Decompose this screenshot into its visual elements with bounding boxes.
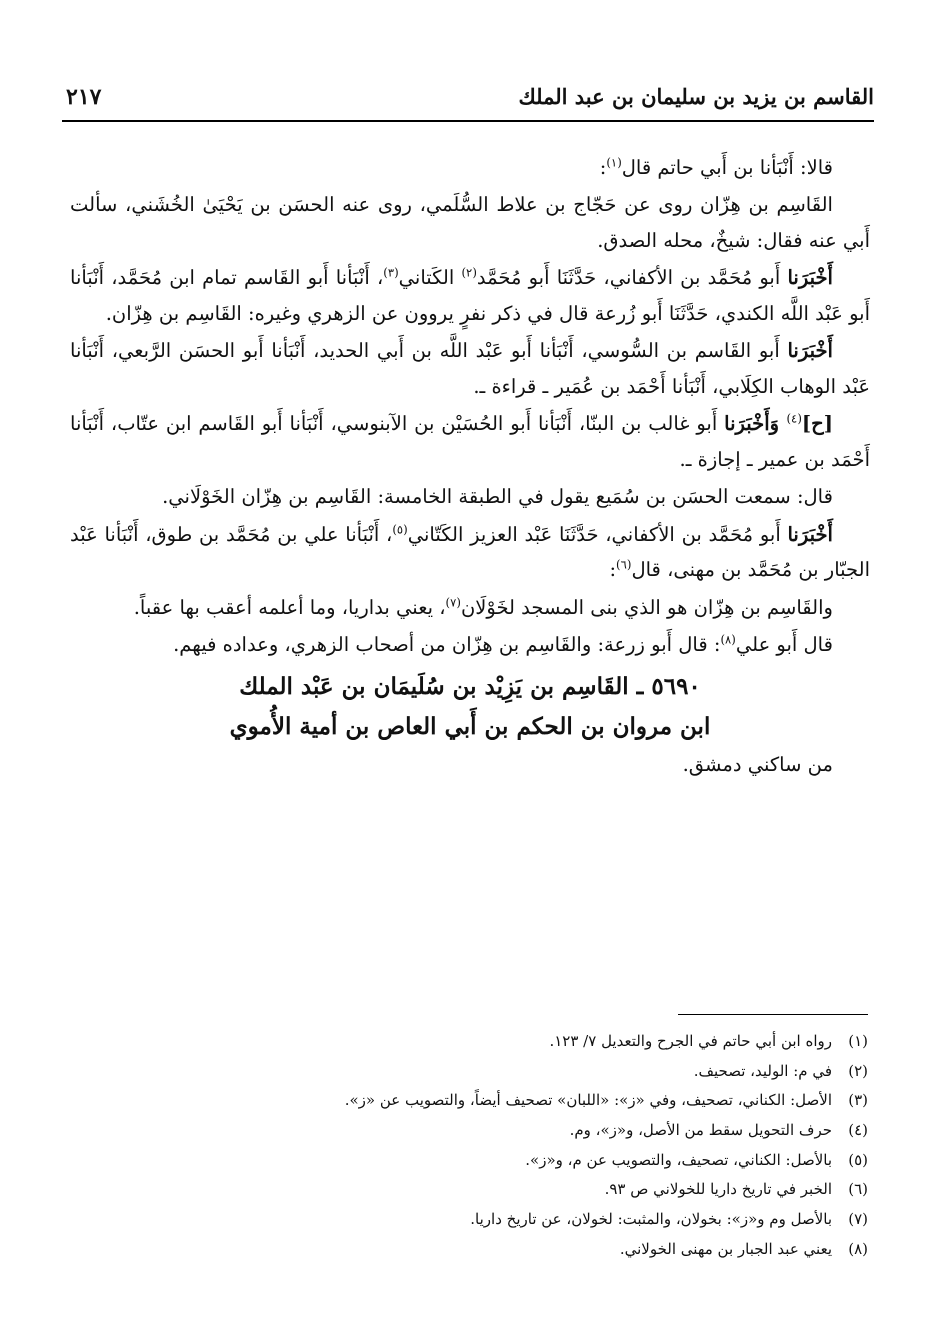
footnote-ref: (٥): [392, 522, 408, 537]
footnote-item: [70, 1116, 868, 1146]
footnote-number: (٤): [848, 1121, 868, 1140]
footnote-text: رواه ابن أبي حاتم في الجرح والتعديل ٧/ ١٢٣.: [549, 1032, 832, 1050]
footnote-item: [70, 1235, 868, 1265]
tahwil-mark: [ح]: [801, 412, 833, 436]
paragraph-8: والقَاسِم بن هِزّان هو الذي بنى المسجد لخَوْلَان$^{(٧)}$، يعني بداريا، وما أعلمه أعقب بها عقباً.: [133, 595, 833, 619]
footnote-text: حرف التحويل سقط من الأصل، و«ز»، وم.: [569, 1121, 832, 1140]
paragraph-4: أَخْبَرَنا أَبو القَاسم بن السُّوسي، أَنْبَأنا أَبو عَبْد اللَّه بن أَبي الحديد، أَنْبَأنا أَبو الحسَن الرَّبعي، أَنْبَأنا عَبْد الوهاب الكِلَابي، أَنْبَأنا أَحْمَد بن عُمَير ـ قراءة ـ.: [70, 339, 870, 398]
footnote-ref: (٦): [616, 557, 632, 572]
footnote-ref: (٣): [383, 265, 399, 280]
footnote-ref: (٨): [720, 632, 736, 647]
paragraph-9: قال أَبو علي$^{(٨)}$: قال أَبو زرعة: والقَاسِم بن هِزّان من أصحاب الزهري، وعداده فيهم.: [173, 632, 833, 657]
footnote-item: [70, 1027, 868, 1057]
entry-heading-line-2: ابن مروان بن الحكم بن أَبي العاص بن أمية الأُموي: [229, 713, 711, 741]
footnote-ref: (٧): [445, 595, 461, 610]
footnote-ref: (١): [606, 155, 622, 170]
footnote-number: (٢): [848, 1061, 868, 1080]
footnote-text: بالأصل: الكناني، تصحيف، والتصويب عن م، و«ز».: [525, 1150, 832, 1169]
paragraph-7: أَخْبَرَنا أَبو مُحَمَّد بن الأكفاني، حَدَّثَنَا عَبْد العزيز الكَتّاني$^{(٥)}$، أَنْبَأنا علي بن مُحَمَّد بن طوق، أَنْبَأنا عَبْد الجبّار بن مُحَمَّد بن مهنى، قال$^{(٦)}$:: [70, 522, 870, 582]
footnotes: [70, 1027, 868, 1265]
footnote-item: [70, 1175, 868, 1205]
isnad-lead: أَخْبَرَنا: [787, 522, 833, 546]
footnote-text: في م: الوليد، تصحيف.: [693, 1061, 832, 1080]
footnote-number: (٦): [848, 1180, 868, 1199]
footnote-text: يعني عبد الجبار بن مهنى الخولاني.: [619, 1239, 832, 1258]
paragraph-10: من ساكني دمشق.: [682, 753, 833, 777]
page-header: [62, 80, 874, 122]
footnote-ref: (٤): [786, 411, 802, 426]
entry-heading-line-1: ٥٦٩٠ ـ القَاسِم بن يَزِيْد بن سُلَيمَان بن عَبْد الملك: [239, 672, 701, 700]
footnote-ref: (٢): [461, 265, 477, 280]
entry-heading: [70, 667, 870, 748]
paragraph-2: القَاسِم بن هِزّان روى عن حَجّاج بن علاط السُّلَمي، روى عنه الحسَن بن يَحْيَىٰ الخُشَني، سألت أَبي عنه فقال: شيخٌ، محله الصدق.: [70, 193, 870, 252]
footnote-text: الخبر في تاريخ داريا للخولاني ص ٩٣.: [604, 1180, 832, 1199]
isnad-lead: وَأَخْبَرَنا: [724, 412, 787, 436]
isnad-lead: أَخْبَرَنا: [787, 339, 833, 363]
isnad-lead: أَخْبَرَنا: [787, 266, 833, 290]
footnote-number: (٥): [848, 1150, 868, 1169]
footnote-item: [70, 1057, 868, 1087]
footnote-item: [70, 1146, 868, 1176]
footnote-text: الأصل: الكناني، تصحيف، وفي «ز»: «اللبان» تصحيف أيضاً، والتصويب عن «ز».: [344, 1091, 832, 1110]
footnote-number: (٨): [848, 1239, 868, 1258]
footnote-item: [70, 1205, 868, 1235]
page-number: ٢١٧: [66, 84, 102, 110]
footnote-number: (١): [848, 1032, 868, 1050]
footnote-divider: [678, 1014, 868, 1015]
footnote-number: (٣): [848, 1091, 868, 1110]
footnote-text: بالأصل وم و«ز»: بخولان، والمثبت: لخولان، عن تاريخ داريا.: [470, 1210, 832, 1229]
running-title: القاسم بن يزيد بن سليمان بن عبد الملك: [518, 84, 874, 109]
main-text: [70, 150, 870, 785]
paragraph-3: أَخْبَرَنا أَبو مُحَمَّد بن الأكفاني، حَدَّثَنَا أَبو مُحَمَّد$^{(٢)}$ الكَتاني$^{(٣)}$، أَنْبَأنا أَبو القَاسم تمام ابن مُحَمَّد، أَنْبَأنا أَبو عَبْد اللَّه الكندي، حَدَّثَنَا أَبو زُرعة قال في ذكر نفرٍ يروون عن الزهري وغيره: القَاسِم بن هِزّان.: [70, 265, 870, 325]
paragraph-1: قالا: أَنْبَأنا بن أَبي حاتم قال$^{(١)}$:: [599, 155, 833, 179]
footnote-item: [70, 1086, 868, 1116]
paragraph-5: [ح]$^{(٤)}$ وَأَخْبَرَنا أَبو غالب بن البنّا، أَنْبَأنا أَبو الحُسَيْن بن الآبنوسي، أَنْبَأنا أَبو القَاسم ابن عتّاب، أَنْبَأنا أَحْمَد بن عمير ـ إجازة ـ.: [70, 411, 870, 471]
footnote-number: (٧): [848, 1210, 868, 1229]
paragraph-6: قال: سمعت الحسَن بن سُمَيع يقول في الطبقة الخامسة: القَاسِم بن هِزّان الخَوْلَاني.: [162, 485, 833, 509]
